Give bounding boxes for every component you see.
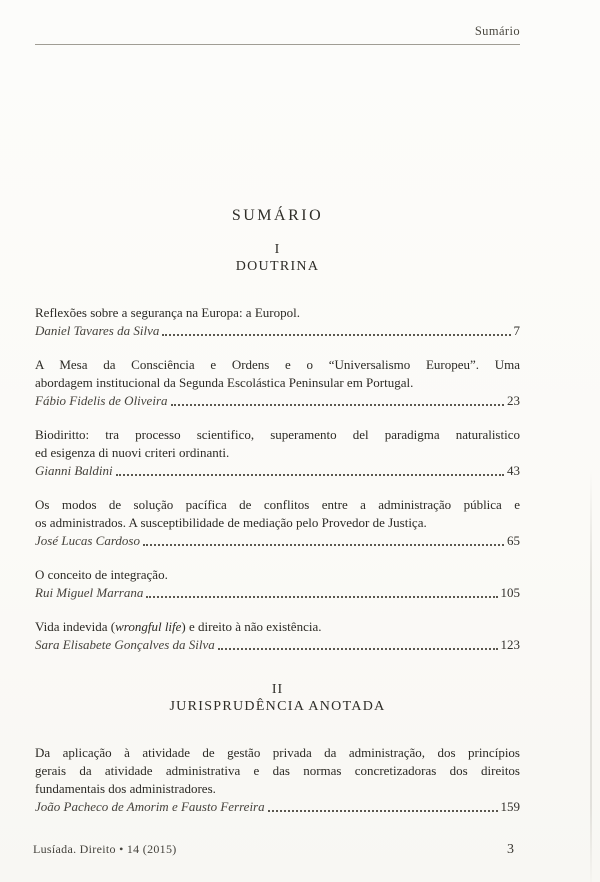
entry-reference-line <box>35 584 520 602</box>
section-heading: JURISPRUDÊNCIA ANOTADA <box>169 699 386 714</box>
toc-entry <box>35 566 520 602</box>
page-footer <box>33 842 514 858</box>
entry-page-number: 65 <box>507 533 520 548</box>
entry-author: Sara Elisabete Gonçalves da Silva <box>35 637 215 652</box>
title-segment: ) e direito à não existência. <box>181 619 322 634</box>
dot-leader <box>218 648 498 650</box>
title-line <box>35 426 520 444</box>
dot-leader <box>116 474 504 476</box>
title-segment: fundamentais dos administradores. <box>35 781 216 796</box>
toc-entry <box>35 618 520 654</box>
title-segment: A Mesa da Consciência e Ordens e o “Universalismo Europeu”. Uma <box>35 357 520 372</box>
title-segment: gerais da atividade administrativa e das normas concretizadoras dos direitos <box>35 763 520 778</box>
entry-title <box>35 356 520 392</box>
title-segment: wrongful life <box>115 619 182 634</box>
header-rule <box>35 44 520 45</box>
page-title: SUMÁRIO <box>231 207 324 224</box>
title-line <box>35 374 520 392</box>
entry-reference-line <box>35 392 520 410</box>
title-line <box>35 496 520 514</box>
entry-title <box>35 304 520 322</box>
entry-title <box>35 618 520 636</box>
entry-list <box>35 744 520 816</box>
title-segment: Da aplicação à atividade de gestão privada da administração, dos princípios <box>35 745 520 760</box>
title-line <box>35 618 520 636</box>
entry-title <box>35 566 520 584</box>
toc-entry <box>35 304 520 340</box>
title-segment: Reflexões sobre a segurança na Europa: a Europol. <box>35 305 300 320</box>
section-number: II <box>271 682 284 697</box>
title-segment: ed esigenza di nuovi criteri ordinanti. <box>35 445 230 460</box>
entry-author: Fábio Fidelis de Oliveira <box>35 393 168 408</box>
entry-reference-line <box>35 322 520 340</box>
dot-leader <box>268 810 498 812</box>
title-line <box>35 514 520 532</box>
running-header: Sumário <box>474 24 520 38</box>
entry-author: Rui Miguel Marrana <box>35 585 144 600</box>
toc-entry <box>35 744 520 816</box>
toc-section <box>35 242 520 654</box>
toc-entry <box>35 426 520 480</box>
title-line <box>35 356 520 374</box>
footer-journal: Lusíada. Direito • 14 (2015) <box>33 842 177 856</box>
title-segment: O conceito de integração. <box>35 567 168 582</box>
entry-reference-line <box>35 532 520 550</box>
toc-section <box>35 682 520 816</box>
dot-leader <box>162 334 510 336</box>
title-line <box>35 744 520 762</box>
title-segment: Biodiritto: tra processo scientifico, superamento del paradigma naturalistico <box>35 427 520 442</box>
entry-page-number: 123 <box>500 637 520 652</box>
title-line <box>35 444 520 462</box>
title-line <box>35 780 520 798</box>
title-segment: os administrados. A susceptibilidade de mediação pelo Provedor de Justiça. <box>35 515 427 530</box>
toc-entry <box>35 356 520 410</box>
footer-page-number: 3 <box>507 842 514 857</box>
entry-author: Gianni Baldini <box>35 463 113 478</box>
entry-author: Daniel Tavares da Silva <box>35 323 160 338</box>
entry-author: José Lucas Cardoso <box>35 533 140 548</box>
entry-page-number: 7 <box>513 323 520 338</box>
dot-leader <box>143 544 504 546</box>
entry-list <box>35 304 520 654</box>
title-segment: Os modos de solução pacífica de conflitos entre a administração pública e <box>35 497 520 512</box>
entry-title <box>35 426 520 462</box>
section-heading: DOUTRINA <box>235 259 320 274</box>
entry-page-number: 105 <box>500 585 520 600</box>
scan-artifact <box>590 470 592 882</box>
title-segment: Vida indevida ( <box>35 619 116 634</box>
title-line <box>35 762 520 780</box>
toc-content <box>35 206 520 816</box>
entry-reference-line <box>35 462 520 480</box>
toc-entry <box>35 496 520 550</box>
dot-leader <box>146 596 497 598</box>
section-number: I <box>274 242 281 257</box>
entry-title <box>35 744 520 798</box>
title-line <box>35 566 520 584</box>
entry-author: João Pacheco de Amorim e Fausto Ferreira <box>35 799 265 814</box>
dot-leader <box>171 404 504 406</box>
entry-reference-line <box>35 798 520 816</box>
sections <box>35 242 520 816</box>
entry-reference-line <box>35 636 520 654</box>
entry-page-number: 43 <box>507 463 520 478</box>
entry-page-number: 23 <box>507 393 520 408</box>
entry-title <box>35 496 520 532</box>
entry-page-number: 159 <box>500 799 520 814</box>
title-line <box>35 304 520 322</box>
title-segment: abordagem institucional da Segunda Escolástica Peninsular em Portugal. <box>35 375 414 390</box>
